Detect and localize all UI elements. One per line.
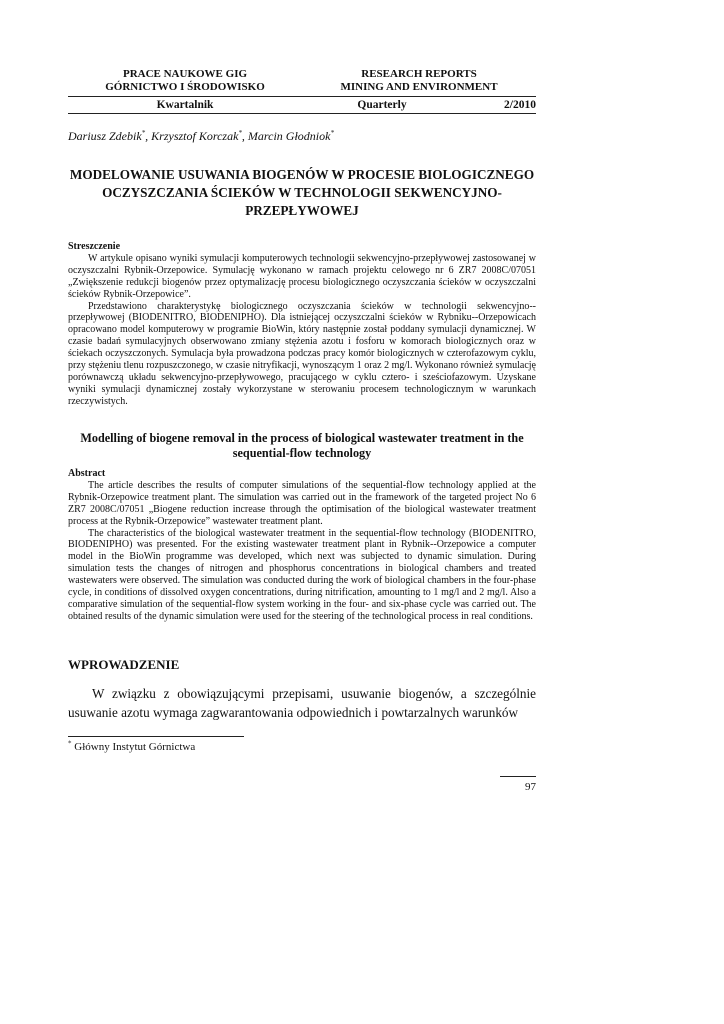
journal-name-pl: PRACE NAUKOWE GIG GÓRNICTWO I ŚRODOWISKO <box>105 68 265 93</box>
abstract-heading: Streszczenie <box>68 241 121 252</box>
journal-name-en: RESEARCH REPORTS MINING AND ENVIRONMENT <box>340 68 498 93</box>
author-list: Dariusz Zdebik*, Krzysztof Korczak*, Marcin Głodniok* <box>68 129 334 143</box>
issue-number: 2/2010 <box>504 99 536 111</box>
journal-header <box>68 68 536 114</box>
author: Krzysztof Korczak <box>151 129 239 143</box>
abstract-heading: Abstract <box>68 468 106 479</box>
header-rule-bottom <box>68 113 536 114</box>
affiliation-mark: * <box>238 129 242 137</box>
title-polish: MODELOWANIE USUWANIA BIOGENÓW W PROCESIE BIOLOGICZNEGO OCZYSZCZANIA ŚCIEKÓW W TECHNOLOGII SEKWENCYJNO-PRZEPŁYWOWEJ <box>69 167 535 218</box>
quarterly-label: Quarterly <box>357 99 407 111</box>
page-number: 97 <box>525 781 536 793</box>
page-number-rule <box>500 776 536 777</box>
kwartalnik-label: Kwartalnik <box>156 99 214 111</box>
abstract-paragraph: The article describes the results of computer simulations of the sequential-flow technology applied at the Rybnik-Orzepowice treatment plant. The simulation was carried out in the framework of the targeted project No 6 ZR7 2008C/07051 „Biogene reduction increase through the optimisation of the biological wastewater treatment process at the Rybnik-Orzepowice” wastewater treatment plant. <box>68 479 536 527</box>
title-english: Modelling of biogene removal in the process of biological wastewater treatment in the sequential-flow technology <box>80 431 524 460</box>
abstract-paragraph: W artykule opisano wyniki symulacji komputerowych technologii sekwencyjno-przepływowej zastosowanej w oczyszczalni Rybnik-Orzepowice. Symulację wykonano w ramach projektu celowego nr 6 ZR7 2008C/07051 „Zwiększenie redukcji biogenów przez optymalizację procesu biologicznego oczyszczania ścieków w oczyszczalni ścieków Rybnik-Orzepowice”. <box>68 252 536 300</box>
footnote-mark: * <box>68 739 72 748</box>
author: Dariusz Zdebik <box>68 129 142 143</box>
abstract-paragraph: The characteristics of the biological wastewater treatment in the sequential-flow technology (BIODENITRO, BIODENIPHO) was presented. For the existing wastewater treatment plant in Rybnik--Orzepowice a computer model in the BioWin programme was developed, which next was subjected to dynamic simulation. During simulation tests the changes of nitrogen and phosphorus concentrations in biological chambers and treated wastewaters were observed. The simulation was conducted during the work of biological chambers in the four-phase cycle, in conditions of dissolved oxygen concentrations, during nitrification, amounting to 1 mg/l and 2 mg/l. Also a comparative simulation of the sequential-flow system working in the four- and six-phase cycle was carried out. The obtained results of the dynamic simulation were used for the steering of the technological process in real conditions. <box>68 527 536 622</box>
abstract-english <box>68 468 536 623</box>
body-paragraph: W związku z obowiązującymi przepisami, usuwanie biogenów, a szczególnie usuwanie azotu wymaga zagwarantowania odpowiednich i powtarzalnych warunków <box>68 686 536 720</box>
footnote-text: Główny Instytut Górnictwa <box>71 741 196 753</box>
abstract-polish <box>68 241 536 408</box>
footnote-rule <box>68 736 244 737</box>
section-heading: WPROWADZENIE <box>68 657 180 672</box>
body-text <box>68 684 536 722</box>
abstract-paragraph: Przedstawiono charakterystykę biologicznego oczyszczania ścieków w technologii sekwencyjno--przepływowej (BIODENITRO, BIODENIPHO). Dla istniejącej oczyszczalni ścieków w Rybniku--Orzepowicach opracowano model komputerowy w programie BioWin, który następnie został poddany symulacji dynamicznej. W czasie badań symulacyjnych obserwowano zmiany stężenia azotu i fosforu w komorach biologicznych oraz w ściekach oczyszczonych. Symulacja była prowadzona podczas pracy komór biologicznych w czterofazowym cyklu, przy stężeniu tlenu rozpuszczonego, w czasie nitryfikacji, wynoszącym 1 oraz 2 mg/l. Wykonano również symulację porównawczą układu sekwencyjno-przepływowego, pracującego w cyklu cztero- i sześciofazowym. Uzyskane wyniki symulacji dynamicznej zostały wykorzystane w sterowaniu procesem technologicznym w warunkach rzeczywistych. <box>68 300 536 407</box>
footnote <box>68 741 195 753</box>
affiliation-mark: * <box>141 129 146 137</box>
author: Marcin Głodniok <box>247 129 331 143</box>
affiliation-mark: * <box>330 129 334 137</box>
